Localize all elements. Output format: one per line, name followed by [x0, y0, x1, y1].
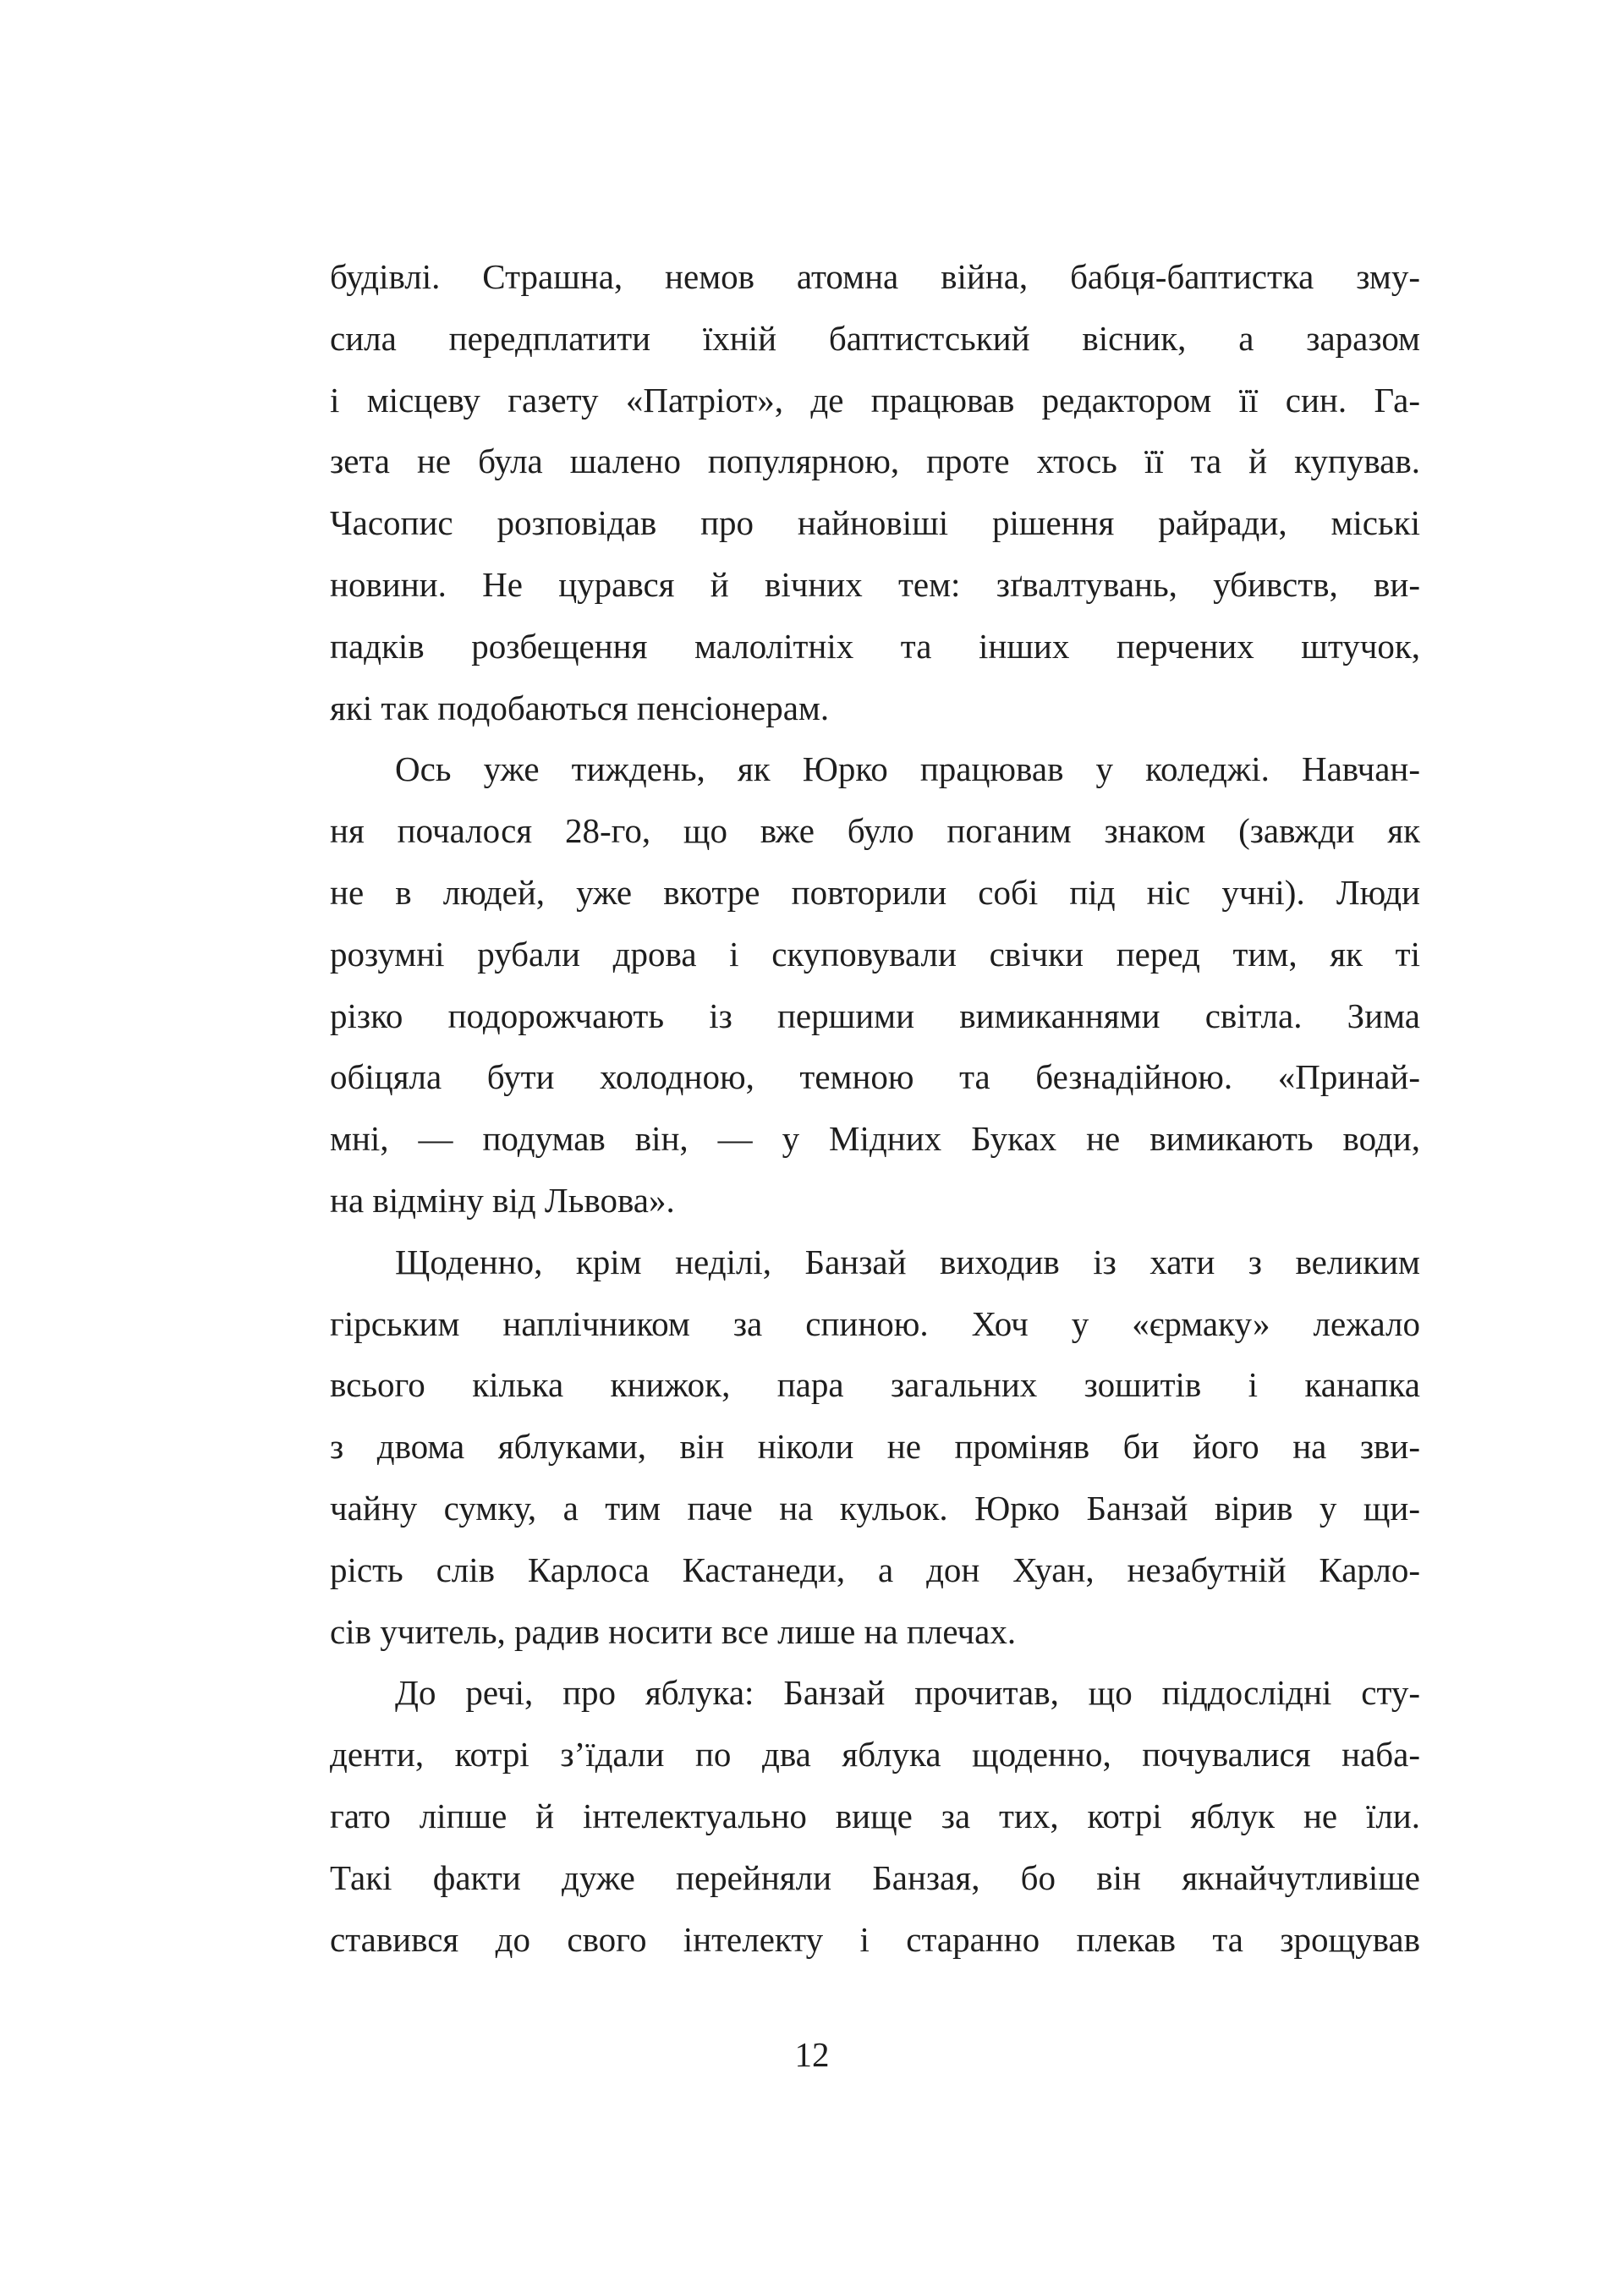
text-line: До речі, про яблука: Банзай прочитав, що піддослідні сту-: [395, 1673, 1420, 1713]
text-line: на відміну від Львова».: [330, 1180, 675, 1220]
text-line: різко подорожчають із першими вимиканнями світла. Зима: [330, 996, 1420, 1035]
text-line: рість слів Карлоса Кастанеди, а дон Хуан, незабутній Карло-: [330, 1550, 1420, 1589]
paragraph: [330, 246, 1420, 738]
paragraph: [330, 738, 1420, 1231]
text-line: Часопис розповідав про найновіші рішення райради, міські: [330, 503, 1420, 543]
text-line: новини. Не цурався й вічних тем: зґвалтувань, убивств, ви-: [330, 564, 1420, 604]
text-line: чайну сумку, а тим паче на кульок. Юрко Банзай вірив у щи-: [330, 1488, 1420, 1528]
text-line: і місцеву газету «Патріот», де працював редактором її син. Га-: [330, 380, 1420, 420]
text-line: Ось уже тиждень, як Юрко працював у коледжі. Навчан-: [395, 749, 1420, 789]
page-number: 12: [794, 2035, 830, 2074]
text-line: обіцяла бути холодною, темною та безнадійною. «Принай-: [330, 1057, 1420, 1097]
text-line: з двома яблуками, він ніколи не проміняв би його на зви-: [330, 1427, 1420, 1467]
text-line: розумні рубали дрова і скуповували свічки перед тим, як ті: [330, 934, 1420, 974]
paragraph: [330, 1231, 1420, 1663]
text-line: які так подобаються пенсіонерам.: [330, 688, 830, 727]
page-body: [330, 246, 1420, 1970]
text-line: сів учитель, радив носити все лише на плечах.: [330, 1611, 1017, 1651]
text-line: будівлі. Страшна, немов атомна війна, бабця-баптистка зму-: [330, 257, 1420, 296]
text-line: ня почалося 28-го, що вже було поганим знаком (завжди як: [330, 811, 1420, 851]
text-line: ставився до свого інтелекту і старанно плекав та зрощував: [330, 1919, 1420, 1959]
text-line: гато ліпше й інтелектуально вище за тих, котрі яблук не їли.: [330, 1796, 1420, 1835]
text-line: Щоденно, крім неділі, Банзай виходив із хати з великим: [395, 1242, 1420, 1281]
text-line: всього кілька книжок, пара загальних зошитів і канапка: [330, 1365, 1420, 1405]
text-line: денти, котрі з’їдали по два яблука щоденно, почувалися наба-: [330, 1735, 1420, 1775]
paragraph: [330, 1662, 1420, 1970]
text-line: зета не була шалено популярною, проте хтось її та й купував.: [330, 442, 1420, 481]
text-line: гірським наплічником за спиною. Хоч у «єрмаку» лежало: [330, 1303, 1420, 1343]
text-line: Такі факти дуже перейняли Банзая, бо він якнайчутливіше: [330, 1857, 1420, 1897]
text-line: не в людей, уже вкотре повторили собі під ніс учні). Люди: [330, 872, 1420, 912]
text-line: сила передплатити їхній баптистський вісник, а заразом: [330, 318, 1420, 358]
text-line: падків розбещення малолітніх та інших перчених штучок,: [330, 626, 1420, 666]
text-line: мні, — подумав він, — у Мідних Буках не вимикають води,: [330, 1119, 1420, 1159]
